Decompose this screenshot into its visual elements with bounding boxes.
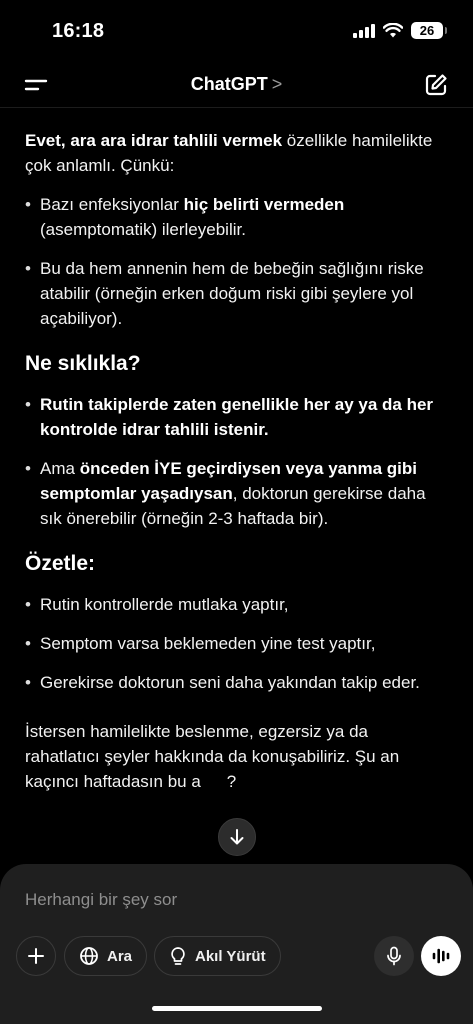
- chevron-right-icon: >: [271, 74, 283, 94]
- compose-icon: [421, 70, 451, 100]
- status-icons: [353, 22, 443, 39]
- composer: [0, 864, 473, 1024]
- globe-icon: [79, 946, 99, 966]
- composer-tools: [16, 936, 461, 976]
- reason-button[interactable]: [154, 936, 281, 976]
- reason-label: Akıl Yürüt: [195, 947, 266, 965]
- message-input[interactable]: [25, 890, 445, 910]
- page-title: ChatGPT: [190, 74, 268, 94]
- list-item: • Rutin takiplerde zaten genellikle her ay ya da her kontrolde idrar tahlili istenir.: [25, 392, 445, 442]
- bullet-list-2: [25, 392, 445, 531]
- list-item: • Semptom varsa beklemeden yine test yaptır,: [25, 631, 445, 656]
- battery-icon: 26: [411, 22, 443, 39]
- bullet-list-1: [25, 192, 445, 331]
- intro-bold: Evet, ara ara idrar tahlili vermek: [25, 131, 283, 150]
- signal-icon: [353, 24, 375, 38]
- new-chat-button[interactable]: [421, 70, 451, 100]
- section-heading: Özetle:: [25, 552, 96, 575]
- list-item: • Bu da hem annenin hem de bebeğin sağlığını riske atabilir (örneğin erken doğum riski gibi şeylere yol açabiliyor).: [25, 256, 445, 331]
- dictation-button[interactable]: [374, 936, 414, 976]
- status-bar: [0, 0, 473, 62]
- assistant-message: [25, 128, 445, 808]
- list-item: • Gerekirse doktorun seni daha yakından takip eder.: [25, 670, 445, 695]
- intro-text: özellikle hamilelikte çok anlamlı. Çünkü:: [25, 131, 433, 175]
- home-indicator: [152, 1006, 322, 1011]
- status-time: 16:18: [52, 20, 105, 42]
- wifi-icon: [383, 23, 403, 38]
- section-heading: Ne sıklıkla?: [25, 352, 141, 375]
- list-item: • Ama önceden İYE geçirdiysen veya yanma gibi semptomlar yaşadıysan, doktorun gerekirse daha sık önerebilir (örneğin 2-3 haftada bir).: [25, 456, 445, 531]
- voice-mode-button[interactable]: [421, 936, 461, 976]
- scroll-down-button[interactable]: [218, 818, 256, 856]
- message-closing: İstersen hamilelikte beslenme, egzersiz ya da rahatlatıcı şeyler hakkında da konuşabiliriz. Şu an kaçıncı haftadasın bu a ?: [25, 722, 400, 791]
- search-label: Ara: [107, 947, 133, 965]
- waveform-icon: [431, 947, 451, 965]
- nav-bar: [0, 62, 473, 108]
- message-intro: [25, 128, 445, 178]
- bullet-list-3: [25, 592, 445, 695]
- list-item: • Rutin kontrollerde mutlaka yaptır,: [25, 592, 445, 617]
- arrow-down-icon: [228, 828, 246, 846]
- microphone-icon: [385, 946, 403, 966]
- search-button[interactable]: [64, 936, 147, 976]
- list-item: • Bazı enfeksiyonlar hiç belirti vermeden (asemptomatik) ilerleyebilir.: [25, 192, 445, 242]
- add-button[interactable]: [16, 936, 56, 976]
- lightbulb-icon: [169, 946, 187, 966]
- model-selector[interactable]: [0, 74, 473, 95]
- plus-icon: [26, 946, 46, 966]
